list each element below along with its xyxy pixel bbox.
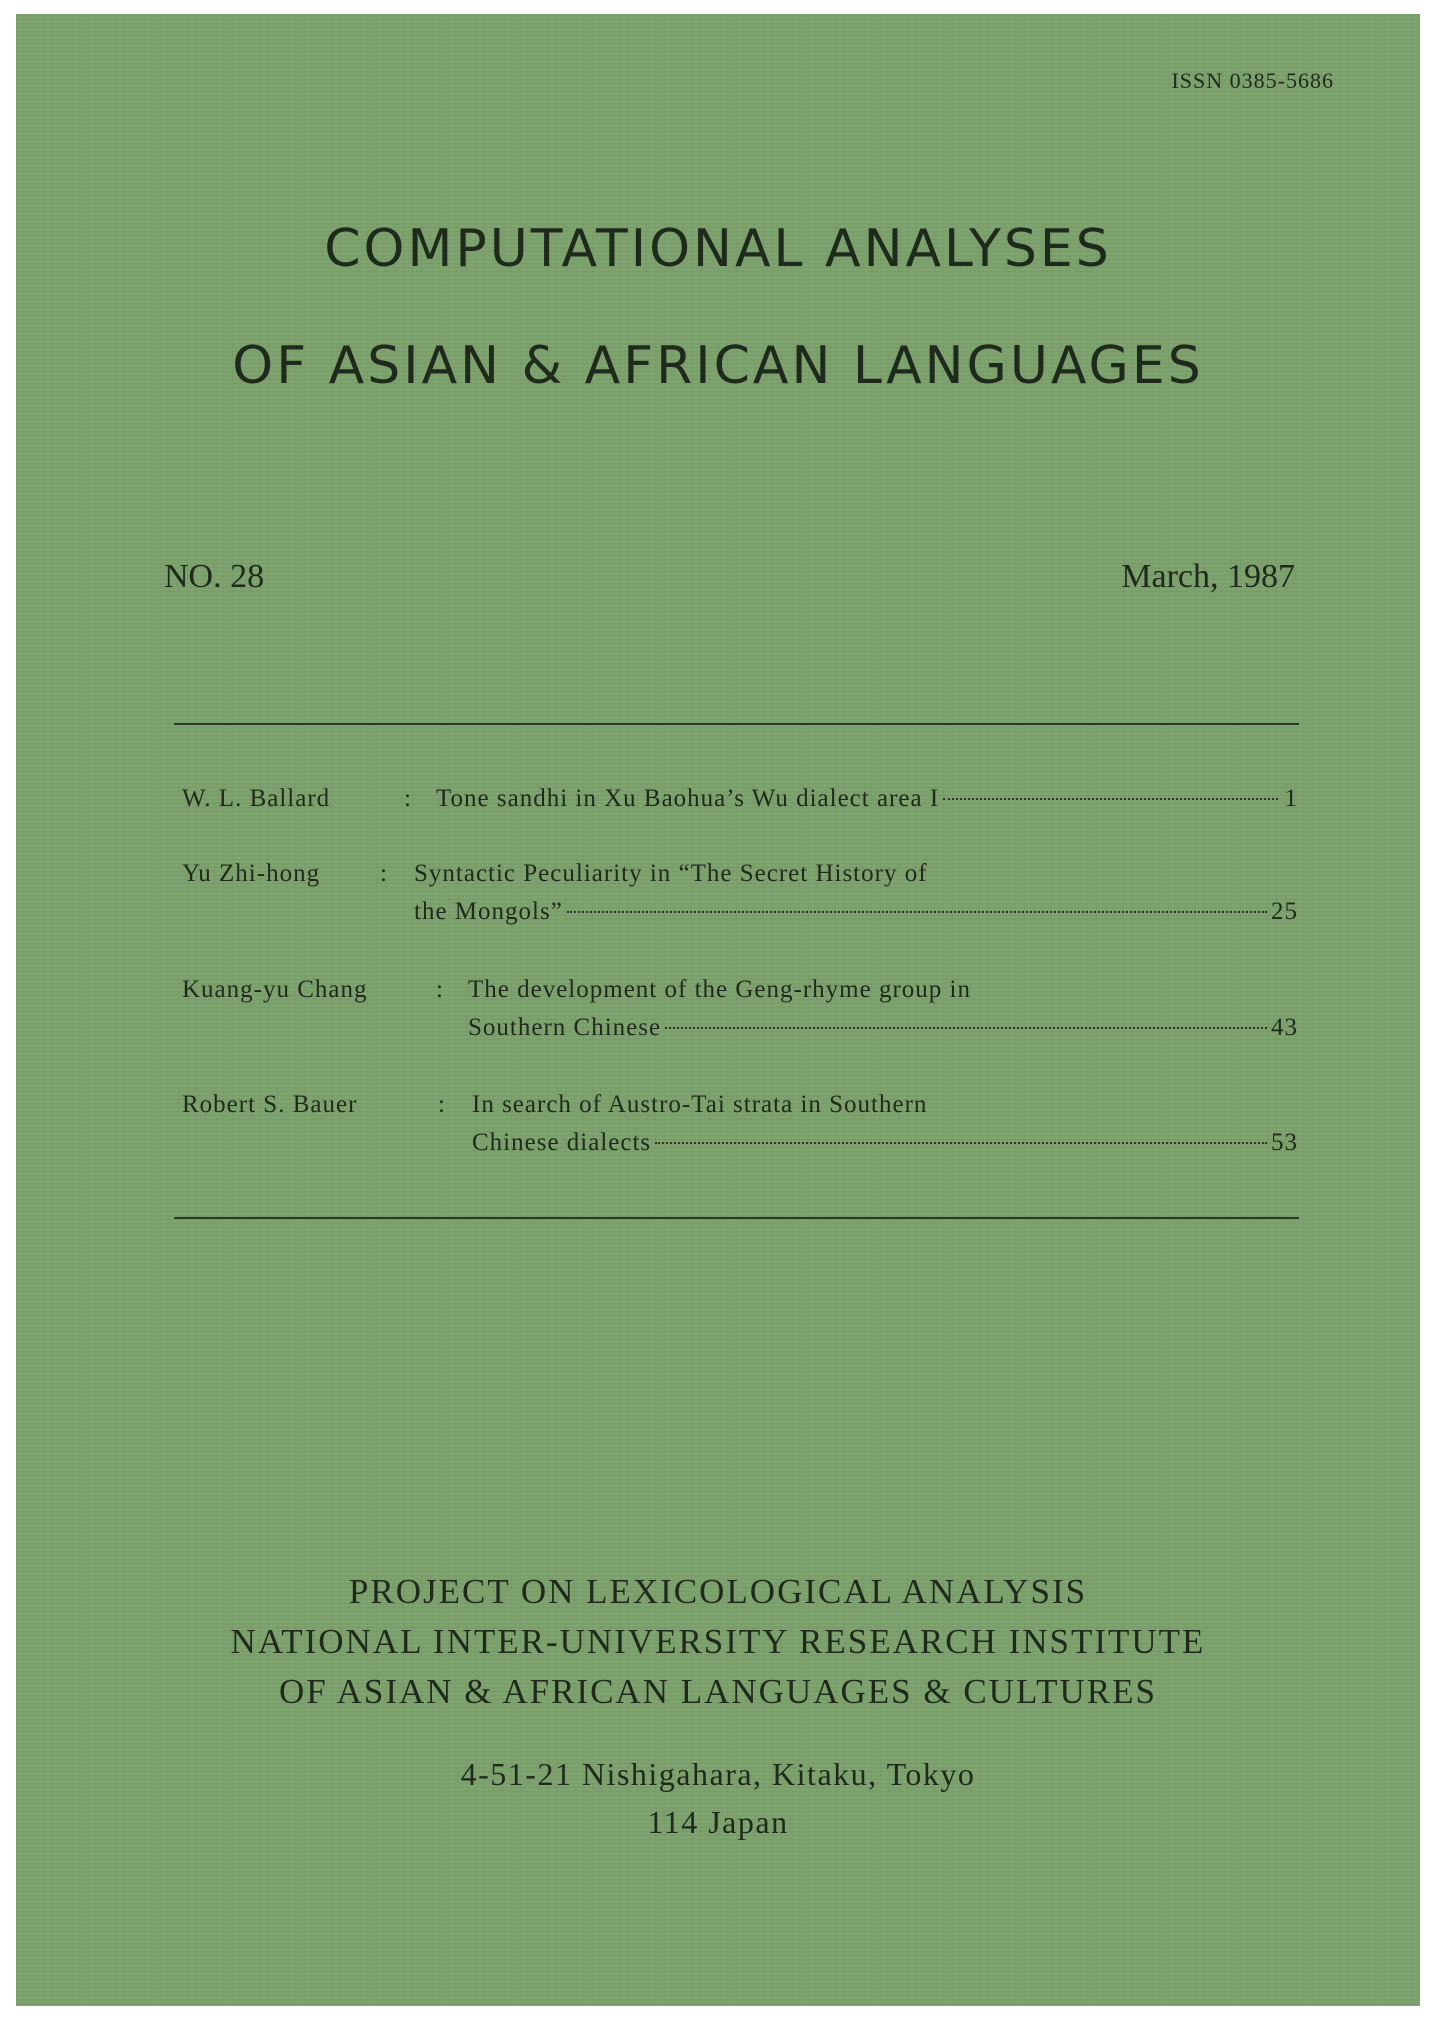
entry-title[interactable]: Syntactic Peculiarity in “The Secret History of <box>414 860 928 887</box>
issue-date: March, 1987 <box>1121 558 1295 595</box>
issue-number: NO. 28 <box>164 558 265 595</box>
journal-cover <box>16 14 1420 2006</box>
entry-title[interactable]: In search of Austro-Tai strata in Southern <box>472 1091 928 1118</box>
publisher-postal-country: 114 Japan <box>647 1804 789 1840</box>
entry-page-number[interactable]: 25 <box>1271 898 1298 925</box>
entry-title[interactable]: The development of the Geng-rhyme group in <box>468 976 971 1003</box>
entry-author[interactable]: Kuang-yu Chang <box>182 976 368 1003</box>
entry-title[interactable]: Tone sandhi in Xu Baohua’s Wu dialect area I <box>436 785 940 812</box>
journal-title-line-1: COMPUTATIONAL ANALYSES <box>324 219 1112 279</box>
entry-separator: : <box>380 860 388 887</box>
entry-title-row <box>472 1129 1298 1157</box>
dot-leader <box>567 911 1267 913</box>
publisher-line-3: OF ASIAN & AFRICAN LANGUAGES & CULTURES <box>279 1672 1157 1711</box>
entry-page-number[interactable]: 1 <box>1284 785 1298 812</box>
publisher-line-1: PROJECT ON LEXICOLOGICAL ANALYSIS <box>348 1572 1088 1611</box>
dot-leader <box>655 1142 1267 1144</box>
journal-title-line-2: OF ASIAN & AFRICAN LANGUAGES <box>232 336 1204 396</box>
entry-title-row <box>414 898 1298 926</box>
issn-number: ISSN 0385-5686 <box>1171 68 1334 93</box>
dot-leader <box>943 798 1278 800</box>
contents-bottom-rule <box>174 1217 1299 1219</box>
entry-separator: : <box>404 785 412 812</box>
entry-author[interactable]: W. L. Ballard <box>182 785 331 812</box>
entry-title-continued[interactable]: the Mongols” <box>414 898 563 925</box>
entry-page-number[interactable]: 53 <box>1271 1129 1298 1156</box>
dot-leader <box>665 1027 1267 1029</box>
publisher-line-2: NATIONAL INTER-UNIVERSITY RESEARCH INSTITUTE <box>230 1622 1206 1661</box>
entry-separator: : <box>438 1091 446 1118</box>
entry-title-continued[interactable]: Chinese dialects <box>472 1129 652 1156</box>
entry-author[interactable]: Yu Zhi-hong <box>182 860 321 887</box>
entry-page-number[interactable]: 43 <box>1271 1014 1298 1041</box>
entry-title-row <box>468 1014 1298 1042</box>
entry-author[interactable]: Robert S. Bauer <box>182 1091 358 1118</box>
publisher-address: 4-51-21 Nishigahara, Kitaku, Tokyo <box>460 1756 976 1792</box>
entry-title-continued[interactable]: Southern Chinese <box>468 1014 662 1041</box>
contents-top-rule <box>174 723 1299 725</box>
entry-separator: : <box>436 976 444 1003</box>
entry-title-row <box>436 785 1298 813</box>
